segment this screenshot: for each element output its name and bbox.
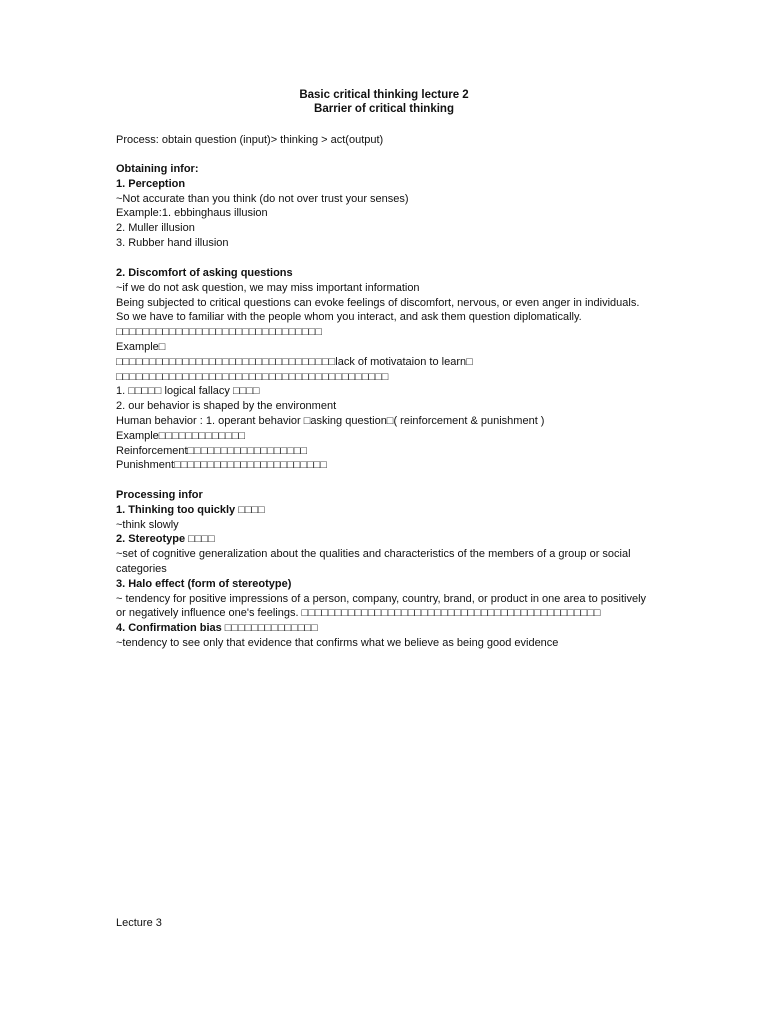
discomfort-line: Reinforcement□□□□□□□□□□□□□□□□□□ — [116, 444, 308, 457]
discomfort-line: ~if we do not ask question, we may miss important information — [116, 281, 420, 294]
processing-item-text: ~think slowly — [116, 518, 179, 531]
processing-item-text: ~ tendency for positive impressions of a person, company, country, brand, or product in one area to positively or negatively influence one's feelings. □□□□□□□□□□□□□□□□□□□□□□□□□□□□□□□□□□□□□□□□□□□□□ — [116, 592, 647, 620]
processing-item-text: ~tendency to see only that evidence that confirms what we believe as being good evidence — [116, 636, 559, 649]
processing-item-text: ~set of cognitive generalization about the qualities and characteristics of the members of a group or social categories — [116, 548, 631, 575]
perception-line: Example:1. ebbinghaus illusion — [116, 207, 268, 220]
discomfort-line: □□□□□□□□□□□□□□□□□□□□□□□□□□□□□□□□□□□□□□□□□ — [116, 370, 389, 383]
obtaining-heading: Obtaining infor: — [116, 163, 199, 175]
processing-item-heading: 4. Confirmation bias □□□□□□□□□□□□□□ — [116, 622, 318, 635]
discomfort-line: 1. □□□□□ logical fallacy □□□□ — [116, 385, 260, 398]
processing-item-heading: 1. Thinking too quickly □□□□ — [116, 503, 265, 516]
discomfort-line: Example□□□□□□□□□□□□□ — [116, 429, 246, 442]
processing-section — [116, 488, 652, 651]
process-line — [116, 133, 652, 148]
discomfort-paragraph: Being subjected to critical questions can evoke feelings of discomfort, nervous, or even anger in individuals. So we have to familiar with the people whom you interact, and ask them question diplomatically. □□□□□□□□□□□□□□□□□□□□□□□□□□□□□□□ — [116, 296, 640, 339]
processing-item-heading: 3. Halo effect (form of stereotype) — [116, 577, 292, 590]
perception-heading: 1. Perception — [116, 177, 186, 190]
perception-line: 2. Muller illusion — [116, 222, 195, 235]
document-subtitle: Barrier of critical thinking — [314, 103, 454, 115]
processing-heading: Processing infor — [116, 489, 203, 501]
discomfort-line: 2. our behavior is shaped by the environment — [116, 400, 337, 413]
discomfort-line: Example□ — [116, 340, 166, 353]
perception-line: 3. Rubber hand illusion — [116, 236, 229, 249]
discomfort-line: Human behavior : 1. operant behavior □asking question□( reinforcement & punishment ) — [116, 414, 545, 427]
process-text: Process: obtain question (input)> thinking > act(output) — [116, 134, 384, 146]
perception-line: ~Not accurate than you think (do not over trust your senses) — [116, 192, 409, 205]
processing-item-heading: 2. Stereotype □□□□ — [116, 533, 215, 546]
discomfort-line: □□□□□□□□□□□□□□□□□□□□□□□□□□□□□□□□□lack of motivataion to learn□ — [116, 355, 473, 368]
discomfort-section — [116, 266, 652, 473]
footer-text: Lecture 3 — [116, 917, 162, 929]
discomfort-heading: 2. Discomfort of asking questions — [116, 267, 293, 279]
obtaining-section — [116, 162, 652, 251]
document-title: Basic critical thinking lecture 2 — [299, 89, 469, 101]
discomfort-line: Punishment□□□□□□□□□□□□□□□□□□□□□□□ — [116, 459, 327, 472]
